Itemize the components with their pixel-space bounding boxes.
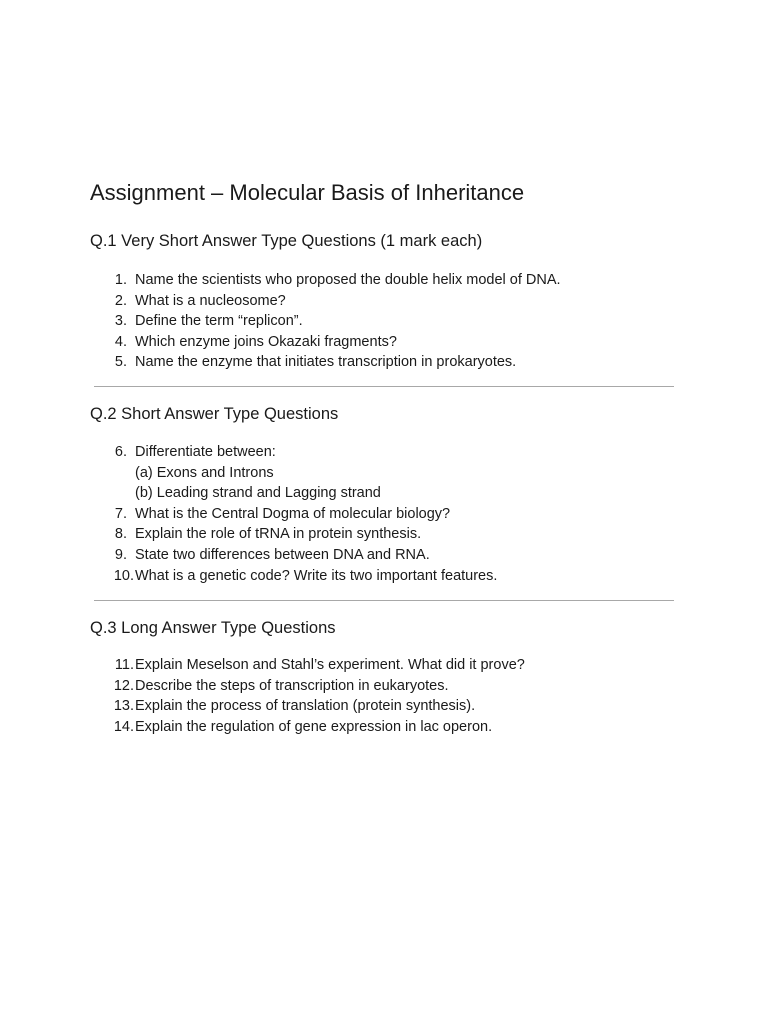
question-item — [90, 524, 497, 545]
question-item — [90, 352, 561, 373]
question-item — [90, 676, 525, 697]
document-title: Assignment – Molecular Basis of Inheritance — [90, 180, 525, 205]
question-number: 6. — [114, 444, 127, 460]
question-number: 4. — [114, 333, 127, 350]
question-number: 7. — [114, 505, 127, 522]
section-heading-q2: Q.2 Short Answer Type Questions — [90, 405, 339, 423]
question-item — [90, 696, 525, 717]
question-item — [90, 655, 525, 676]
section-heading-q3: Q.3 Long Answer Type Questions — [90, 619, 336, 637]
question-subpart: (b) Leading strand and Lagging strand — [135, 485, 381, 502]
question-number: 10. — [113, 567, 134, 584]
question-number: 13. — [113, 698, 134, 715]
question-item — [90, 545, 497, 566]
question-text: Describe the steps of transcription in eukaryotes. — [135, 677, 449, 694]
question-text: Name the scientists who proposed the double helix model of DNA. — [135, 272, 561, 288]
section-heading-q1: Q.1 Very Short Answer Type Questions (1 mark each) — [90, 232, 483, 250]
question-text: Explain Meselson and Stahl’s experiment. What did it prove? — [135, 657, 525, 673]
question-number: 9. — [114, 546, 127, 563]
question-item — [90, 311, 561, 332]
question-text: What is a genetic code? Write its two important features. — [135, 567, 498, 584]
question-item — [90, 717, 525, 738]
question-text: What is a nucleosome? — [135, 292, 286, 309]
question-number: 11. — [114, 657, 134, 673]
question-item — [90, 504, 497, 525]
question-number: 1. — [114, 272, 127, 288]
question-item — [90, 442, 497, 504]
question-list-q3 — [90, 655, 525, 737]
question-text: State two differences between DNA and RNA. — [135, 546, 430, 563]
question-text: Explain the process of translation (protein synthesis). — [135, 698, 476, 715]
question-number: 14. — [113, 718, 134, 735]
question-item — [90, 566, 497, 587]
question-text: Differentiate between: — [135, 444, 276, 460]
question-list-q2 — [90, 442, 497, 586]
question-item — [90, 332, 561, 353]
question-number: 5. — [114, 354, 127, 371]
question-item — [90, 270, 561, 291]
question-text: Define the term “replicon”. — [135, 313, 303, 330]
question-text: Explain the regulation of gene expression in lac operon. — [135, 718, 493, 735]
question-text: What is the Central Dogma of molecular biology? — [135, 505, 451, 522]
question-text: Name the enzyme that initiates transcription in prokaryotes. — [135, 354, 517, 371]
section-divider — [94, 600, 674, 601]
section-divider — [94, 386, 674, 387]
question-text: Which enzyme joins Okazaki fragments? — [135, 333, 397, 350]
question-text: Explain the role of tRNA in protein synthesis. — [135, 526, 422, 543]
question-number: 2. — [114, 292, 127, 309]
question-number: 8. — [114, 526, 127, 543]
question-list-q1 — [90, 270, 561, 373]
question-number: 3. — [114, 313, 127, 330]
question-item — [90, 291, 561, 312]
question-number: 12. — [113, 677, 134, 694]
question-subpart: (a) Exons and Introns — [135, 464, 274, 481]
